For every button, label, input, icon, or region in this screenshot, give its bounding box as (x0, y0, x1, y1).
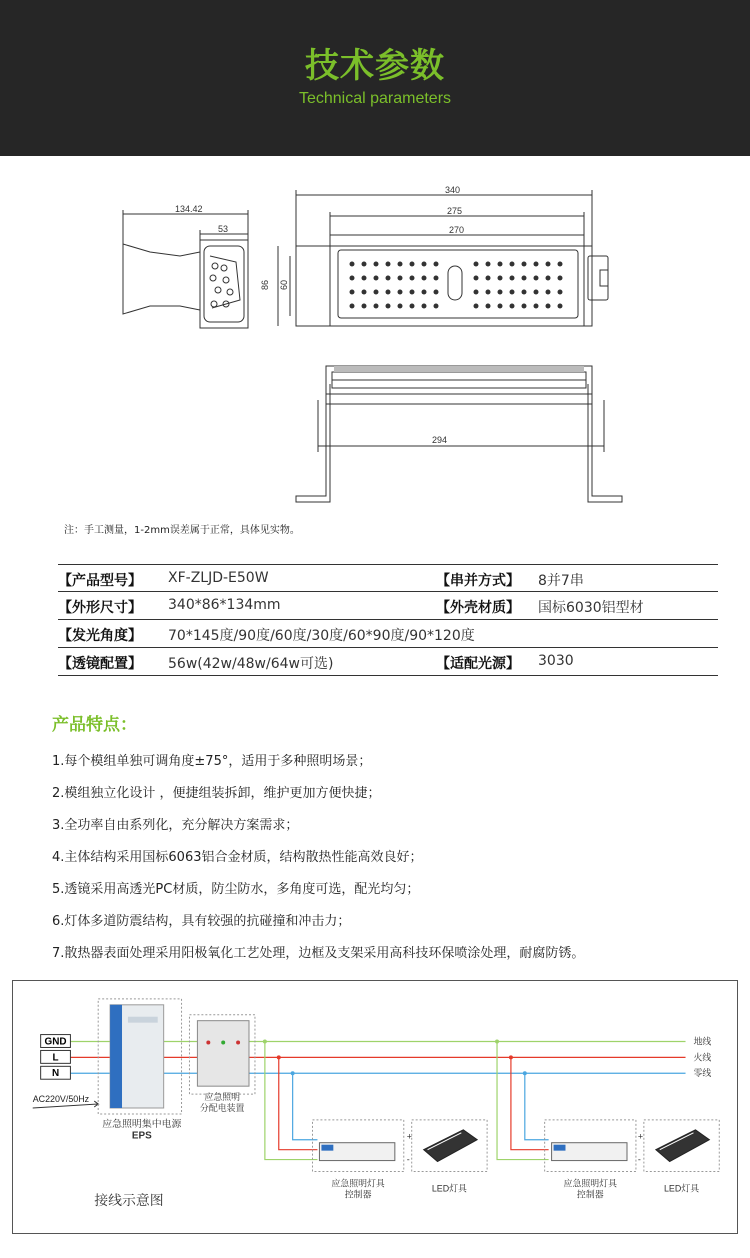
wiring-caption: 接线示意图 (94, 1192, 164, 1209)
spec-table (58, 564, 718, 676)
spec-value: 8并7串 (538, 573, 584, 589)
spec-row (58, 592, 718, 620)
technical-drawing (0, 170, 750, 510)
dim-bracket: 53 (218, 224, 229, 234)
feature-item: 1.每个模组单独可调角度±75°，适用于多种照明场景； (52, 754, 372, 769)
plus-sign-1: + (406, 1131, 412, 1142)
dim-body: 275 (447, 206, 463, 216)
feature-item: 2.模组独立化设计 ，便捷组装拆卸，维护更加方便快捷； (52, 786, 381, 801)
dim-module: 270 (449, 225, 465, 235)
dist-label-1: 应急照明 (204, 1092, 241, 1103)
eps-label: 应急照明集中电源 (102, 1118, 182, 1130)
gnd-label: GND (44, 1036, 67, 1048)
measurement-note: 注：手工测量，1-2mm误差属于正常，具体见实物。 (64, 525, 300, 536)
controller-2-label-1: 应急照明灯具 (563, 1178, 618, 1189)
spec-label: 【产品型号】 (58, 573, 142, 589)
led-array (350, 262, 563, 309)
eps-cabinet (98, 999, 181, 1114)
dim-height: 86 (260, 279, 270, 290)
spec-label: 【发光角度】 (58, 628, 142, 644)
eps-sub-label: EPS (131, 1130, 152, 1142)
spec-value: 70*145度/90度/60度/30度/60*90度/90*120度 (168, 628, 475, 644)
page-subtitle: Technical parameters (298, 90, 452, 107)
dim-mount: 294 (432, 435, 448, 445)
spec-label: 【串并方式】 (436, 573, 520, 589)
distribution-box (189, 1015, 254, 1094)
minus-sign-2: - (637, 1154, 641, 1165)
dim-total: 340 (445, 185, 461, 195)
spec-value: 3030 (538, 653, 574, 669)
spec-label: 【外形尺寸】 (58, 600, 142, 616)
spec-row (58, 620, 718, 648)
dist-label-2: 分配电装置 (199, 1102, 245, 1113)
feature-item: 3.全功率自由系列化，充分解决方案需求； (52, 818, 299, 833)
feature-item: 7.散热器表面处理采用阳极氧化工艺处理，边框及支架采用高科技环保喷涂处理，耐腐防锈。 (52, 946, 585, 961)
led-2-label: LED灯具 (663, 1183, 700, 1194)
side-view (123, 210, 248, 328)
spec-label: 【外壳材质】 (436, 600, 520, 616)
controller-2 (545, 1120, 636, 1172)
led-fixture-1 (412, 1120, 487, 1172)
bottom-view (296, 366, 622, 502)
led-fixture-2 (644, 1120, 719, 1172)
controller-1-label-1: 应急照明灯具 (331, 1178, 385, 1189)
dim-depth: 134.42 (175, 204, 203, 214)
controller-1 (312, 1120, 403, 1172)
feature-item: 4.主体结构采用国标6063铝合金材质，结构散热性能高效良好； (52, 850, 423, 865)
spec-label: 【透镜配置】 (58, 656, 142, 672)
spec-value: 56w(42w/48w/64w可选) (168, 656, 334, 672)
input-terminals (41, 1035, 71, 1080)
spec-value: XF-ZLJD-E50W (168, 570, 269, 586)
page-title: 技术参数 (305, 46, 445, 86)
minus-sign-1: - (406, 1154, 410, 1165)
neutral-label: 零线 (693, 1068, 712, 1079)
spec-value: 340*86*134mm (168, 597, 281, 613)
ground-label: 地线 (693, 1036, 712, 1047)
controller-2-label-2: 控制器 (576, 1189, 604, 1200)
heatsink-fins (334, 366, 584, 372)
spec-label: 【适配光源】 (436, 656, 520, 672)
ac-input-label: AC220V/50Hz (32, 1094, 90, 1105)
features-list (52, 746, 732, 970)
header-banner (0, 0, 750, 156)
spec-row (58, 564, 718, 592)
led-1-label: LED灯具 (431, 1183, 467, 1194)
spec-row (58, 648, 718, 676)
spec-value: 国标6030铝型材 (538, 600, 644, 616)
n-label: N (51, 1068, 60, 1080)
l-label: L (52, 1052, 59, 1064)
feature-item: 6.灯体多道防震结构，具有较强的抗碰撞和冲击力； (52, 914, 351, 929)
controller-1-label-2: 控制器 (344, 1189, 372, 1200)
plus-sign-2: + (637, 1131, 644, 1142)
dim-inner-height: 60 (279, 279, 289, 290)
wiring-diagram (12, 980, 738, 1234)
live-label: 火线 (693, 1052, 712, 1063)
feature-item: 5.透镜采用高透光PC材质，防尘防水，多角度可选，配光均匀； (52, 882, 420, 897)
features-title: 产品特点： (52, 715, 137, 735)
